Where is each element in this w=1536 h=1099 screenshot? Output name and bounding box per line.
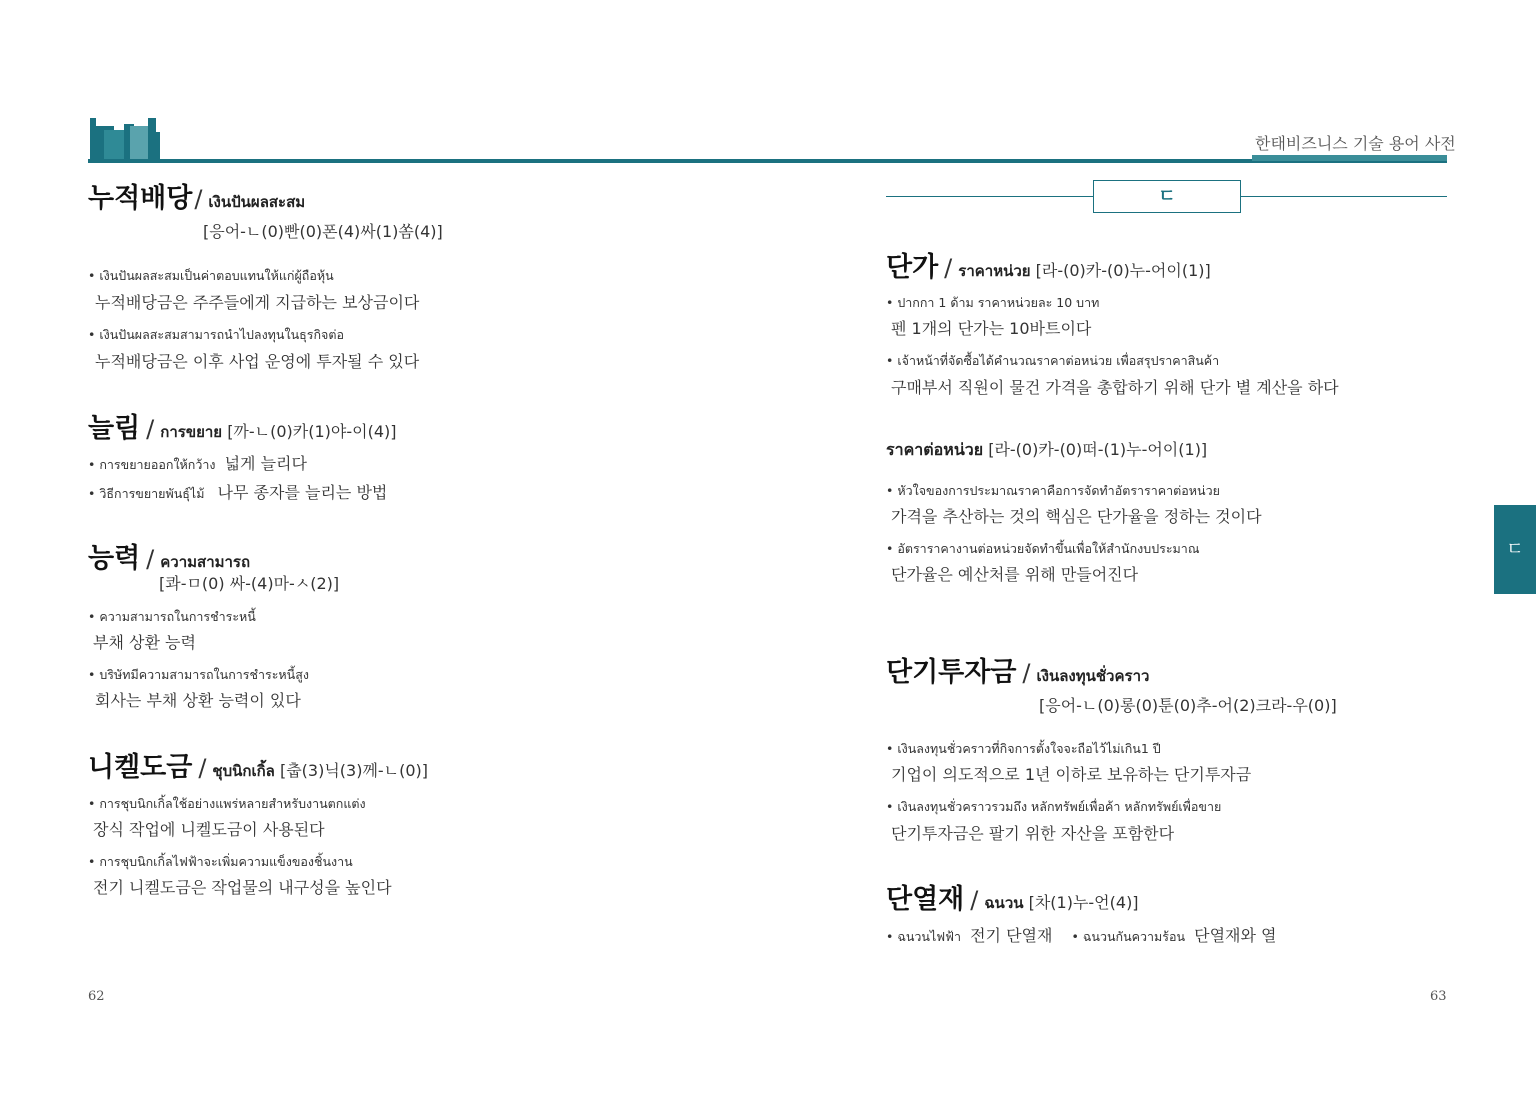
example-korean: 장식 작업에 니켈도금이 사용된다	[93, 820, 325, 839]
entry-pronunciation: [라-(0)카-(0)떠-(1)누-어이(1)]	[988, 440, 1208, 459]
example-korean: 누적배당금은 주주들에게 지급하는 보상금이다	[95, 293, 420, 312]
entry-pronunciation: [응어-ㄴ(0)롱(0)툰(0)추-어(2)크라-우(0)]	[1039, 696, 1337, 715]
section-letter-box: ㄷ	[1093, 180, 1241, 213]
entry-thai: เงินปันผลสะสม	[208, 193, 306, 211]
entry-thai: ราคาหน่วย	[958, 262, 1031, 280]
page-number-right: 63	[1430, 989, 1447, 1004]
entry-pronunciation: [콰-ㅁ(0) 싸-(4)마-ㅅ(2)]	[159, 574, 340, 593]
side-index-tab[interactable]: ㄷ	[1494, 505, 1536, 594]
example-line	[88, 451, 307, 475]
example-korean: 가격을 추산하는 것의 핵심은 단가율을 정하는 것이다	[891, 507, 1262, 526]
entry-thai: การขยาย	[160, 423, 223, 441]
entry-pronunciation: [차(1)누-언(4)]	[1028, 893, 1139, 912]
example-thai: • บริษัทมีความสามารถในการชำระหนี้สูง	[88, 667, 309, 682]
entry-term: 누적배당	[88, 183, 193, 214]
example-korean: 나무 종자를 늘리는 방법	[217, 483, 388, 502]
example-korean: 넓게 늘리다	[224, 454, 307, 473]
example-korean: 단가율은 예산처를 위해 만들어진다	[891, 565, 1139, 584]
entry-pronunciation: [까-ㄴ(0)카(1)야-이(4)]	[227, 422, 397, 441]
entry-insulator: 단열재 / ฉนวน [차(1)누-언(4)]	[886, 884, 1139, 915]
example-korean: 단열재와 열	[1194, 926, 1277, 945]
header-rule	[88, 159, 1447, 163]
page-number-left: 62	[88, 989, 105, 1004]
example-thai: • เงินปันผลสะสมสามารถนำไปลงทุนในธุรกิจต่อ	[88, 327, 344, 342]
example-line	[88, 480, 387, 504]
example-thai: • การชุบนิกเกิ้ลไฟฟ้าจะเพิ่มความแข็งของชิ้นงาน	[88, 854, 353, 869]
example-korean: 회사는 부채 상환 능력이 있다	[95, 691, 301, 710]
example-korean: 누적배당금은 이후 사업 운영에 투자될 수 있다	[95, 352, 420, 371]
example-line	[886, 923, 1277, 947]
entry-pronunciation: [라-(0)카-(0)누-어이(1)]	[1035, 261, 1211, 280]
entry-thai: ความสามารถ	[160, 553, 251, 571]
example-thai: • หัวใจของการประมาณราคาคือการจัดทำอัตราราคาต่อหน่วย	[886, 483, 1220, 498]
entry-price-per-unit	[886, 437, 1207, 463]
entry-term: 단열재	[886, 884, 965, 915]
entry-term: 능력	[88, 543, 141, 574]
book-title-underline	[1252, 155, 1447, 161]
entry-pronunciation: [춥(3)닉(3)께-ㄴ(0)]	[279, 761, 429, 780]
example-korean: 전기 니켈도금은 작업물의 내구성을 높인다	[93, 878, 392, 897]
entry-cumulative-dividend: 누적배당/ เงินปันผลสะสม	[88, 183, 306, 214]
entry-pronunciation: [응어-ㄴ(0)빤(0)폰(4)싸(1)쏨(4)]	[203, 222, 443, 241]
entry-nickel-plating: 니켈도금 / ชุบนิกเกิ้ล [춥(3)닉(3)께-ㄴ(0)]	[88, 752, 429, 783]
entry-short-term-investment: 단기투자금 / เงินลงทุนชั่วคราว	[886, 657, 1150, 688]
example-thai: • เงินลงทุนชั่วคราวที่กิจการตั้งใจจะถือไว้ไม่เกิน1 ปี	[886, 741, 1161, 756]
example-thai: • ฉนวนไฟฟ้า	[886, 929, 961, 944]
entry-ability: 능력 / ความสามารถ	[88, 543, 251, 574]
example-korean: 부채 상환 능력	[93, 633, 196, 652]
entry-term: 단기투자금	[886, 657, 1017, 688]
example-korean: 기업이 의도적으로 1년 이하로 보유하는 단기투자금	[891, 765, 1252, 784]
entry-thai: ชุบนิกเกิ้ล	[212, 762, 275, 780]
example-korean: 펜 1개의 단가는 10바트이다	[891, 319, 1092, 338]
example-thai: • เจ้าหน้าที่จัดซื้อได้คำนวณราคาต่อหน่วย เพื่อสรุปราคาสินค้า	[886, 353, 1220, 368]
example-thai: • ปากกา 1 ด้าม ราคาหน่วยละ 10 บาท	[886, 295, 1100, 310]
example-korean: 단기투자금은 팔기 위한 자산을 포함한다	[891, 824, 1175, 843]
entry-thai: ฉนวน	[984, 894, 1024, 912]
example-thai: • การชุบนิกเกิ้ลใช้อย่างแพร่หลายสำหรับงานตกแต่ง	[88, 796, 366, 811]
entry-term: 늘림	[88, 413, 141, 444]
example-thai: • เงินลงทุนชั่วคราวรวมถึง หลักทรัพย์เพื่อค้า หลักทรัพย์เพื่อขาย	[886, 799, 1222, 814]
section-rule-left	[886, 196, 1094, 197]
example-thai: • อัตราราคางานต่อหน่วยจัดทำขึ้นเพื่อให้สำนักงบประมาณ	[886, 541, 1200, 556]
entry-unit-price: 단가 / ราคาหน่วย [라-(0)카-(0)누-어이(1)]	[886, 252, 1211, 283]
entry-term: ราคาต่อหน่วย	[886, 440, 984, 459]
entry-term: 니켈도금	[88, 752, 193, 783]
entry-extension: 늘림 / การขยาย [까-ㄴ(0)카(1)야-이(4)]	[88, 413, 397, 444]
header-logo	[88, 118, 160, 160]
section-rule-right	[1240, 196, 1447, 197]
example-thai: • วิธีการขยายพันธุ์ไม้	[88, 486, 205, 501]
entry-thai: เงินลงทุนชั่วคราว	[1036, 667, 1150, 685]
example-thai: • เงินปันผลสะสมเป็นค่าตอบแทนให้แก่ผู้ถือหุ้น	[88, 268, 334, 283]
example-thai: • การขยายออกให้กว้าง	[88, 457, 216, 472]
entry-term: 단가	[886, 252, 939, 283]
example-thai: • ความสามารถในการชำระหนี้	[88, 609, 256, 624]
book-title: 한태비즈니스 기술 용어 사전	[1255, 134, 1456, 153]
example-thai: • ฉนวนกันความร้อน	[1071, 929, 1186, 944]
example-korean: 구매부서 직원이 물건 가격을 총합하기 위해 단가 별 계산을 하다	[891, 378, 1339, 397]
example-korean: 전기 단열재	[970, 926, 1053, 945]
